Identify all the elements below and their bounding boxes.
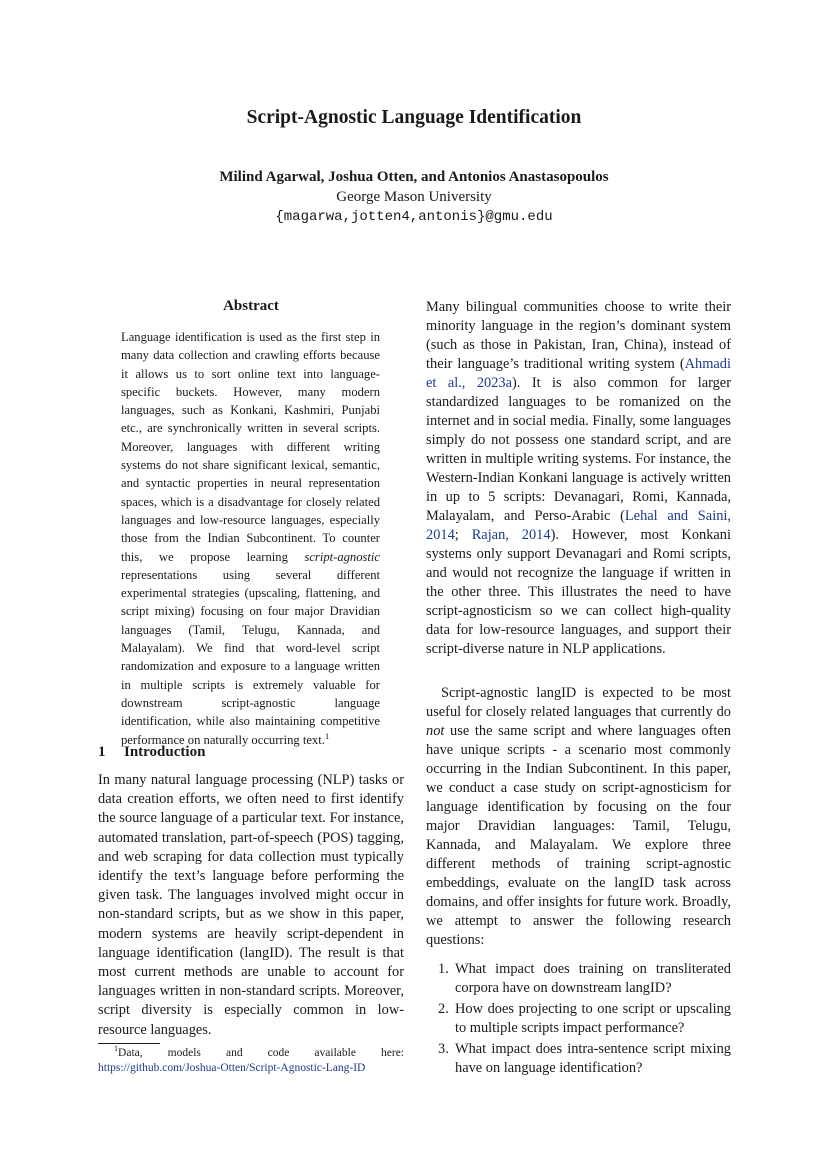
para-text: ). However, most Konkani systems only support Devanagari and Romi scripts, and would not recognize the language if written in the other three. This illustrates the need to have script-agnosticism so we can collect high-quality data for low-resource languages, and support their script-diverse nature in NLP applications. (426, 527, 731, 657)
list-item (426, 1040, 731, 1078)
affiliation: George Mason University (336, 189, 492, 205)
paper-title: Script-Agnostic Language Identification (246, 107, 582, 128)
list-item-text: How does projecting to one script or upscaling to multiple scripts impact performance? (455, 1001, 731, 1036)
citation-separator: ; (454, 527, 472, 543)
emphasis-not: not (426, 723, 445, 739)
intro-left-paragraph (98, 771, 404, 1040)
intro-right-paragraph-1 (426, 298, 731, 659)
footnote-divider (98, 1043, 160, 1044)
list-item (426, 960, 731, 998)
citation-link[interactable]: Ahmadi et al., 2023a (426, 356, 731, 391)
para-text: Script-agnostic langID is expected to be most useful for closely related languages that currently do (426, 685, 731, 720)
section-number: 1 (98, 744, 106, 760)
footnote-url-link[interactable]: https://github.com/Joshua-Otten/Script-Agnostic-Lang-ID (98, 1062, 366, 1074)
section-title: Introduction (124, 744, 206, 760)
footnote-number: 1 (114, 1044, 119, 1054)
author-list: Milind Agarwal, Joshua Otten, and Antonios Anastasopoulos (219, 169, 609, 185)
footnote-marker[interactable]: 1 (324, 730, 330, 741)
footnote (98, 1046, 404, 1076)
list-item-number: 1. (438, 961, 449, 977)
abstract-emphasis: script-agnostic (304, 549, 380, 564)
intro-right-paragraph-2 (426, 684, 731, 950)
para-text: use the same script and where languages often have unique scripts - a scenario most commonly occurring in the Indian Subcontinent. In this paper, we conduct a case study on script-agnosticism for language identification by focusing on the four major Dravidian languages: Tamil, Telugu, Kannada, and Malayalam. We explore three different methods of training script-agnostic embeddings, evaluate on the langID task across domains, and offer insights for future work. Broadly, we attempt to answer the following research questions: (426, 723, 731, 948)
research-questions-list (426, 960, 731, 1080)
citation-link[interactable]: Rajan, 2014 (471, 527, 551, 543)
list-item-number: 3. (438, 1041, 449, 1057)
citation-link[interactable]: Lehal and Saini, 2014 (426, 508, 731, 543)
intro-paragraph-1: In many natural language processing (NLP) tasks or data creation efforts, we often need to first identify the source language of a particular text. For instance, automated translation, part-of-speech (POS) tagging, and web scraping for data collection must typically identify the text’s language before performing the given task. The languages involved might occur in non-standard scripts, but as we show in this paper, modern systems are heavily script-dependent in language identification (langID). The result is that most current methods are unable to account for languages written in non-standard scripts. Moreover, script diversity is especially common in low-resource languages. (98, 772, 404, 1038)
abstract-heading: Abstract (223, 298, 279, 314)
abstract-text-2: representations using several different experimental strategies (upscaling, flattening, and script mixing) focusing on four major Dravidian languages (Tamil, Telugu, Kannada, and Malayalam). We find that word-level script randomization and exposure to a language written in multiple scripts is extremely valuable for downstream script-agnostic language identification, while also maintaining competitive performance on naturally occurring text. (121, 567, 380, 747)
section-heading-introduction (98, 742, 404, 762)
abstract-body (121, 328, 380, 749)
para-text: Many bilingual communities choose to write their minority language in the region’s dominant system (such as those in Pakistan, Iran, China), instead of their language’s traditional writing system ( (426, 299, 731, 372)
list-item-number: 2. (438, 1001, 449, 1017)
para-text: ). It is also common for larger standardized languages to be romanized on the internet and in social media. Finally, some languages simply do not possess one standard script, and are written in multiple writing systems. For instance, the Western-Indian Konkani language is actively written in up to 5 scripts: Devanagari, Romi, Kannada, Malayalam, and Perso-Arabic ( (426, 375, 731, 524)
author-email: {magarwa,jotten4,antonis}@gmu.edu (275, 209, 553, 225)
list-item (426, 1000, 731, 1038)
abstract-text-1: Language identification is used as the first step in many data collection and crawling efforts because it allows us to sort online text into language-specific buckets. However, many modern languages, such as Konkani, Kashmiri, Punjabi etc., are synchronically written in several scripts. Moreover, languages with different writing systems do not share significant lexical, semantic, and syntactic properties in neural representation spaces, which is a disadvantage for closely related languages and low-resource languages, especially those from the Indian Subcontinent. To counter this, we propose learning (121, 330, 380, 564)
list-item-text: What impact does training on transliterated corpora have on downstream langID? (455, 961, 731, 996)
footnote-text: Data, models and code available here: (118, 1047, 404, 1059)
list-item-text: What impact does intra-sentence script mixing have on language identification? (455, 1041, 731, 1076)
footnote-line (98, 1046, 404, 1061)
